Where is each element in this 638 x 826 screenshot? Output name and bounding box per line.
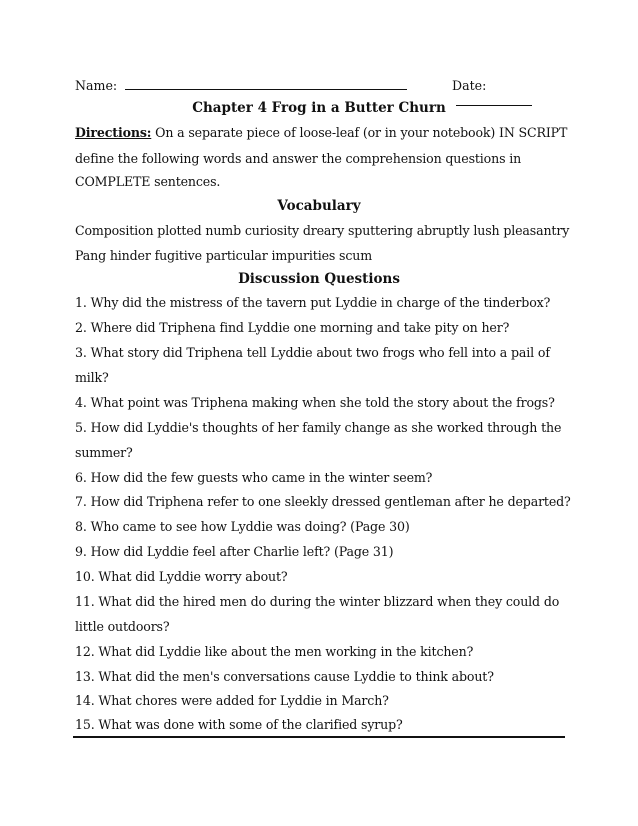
vocabulary-line-2: Pang hinder fugitive particular impurities scum — [75, 248, 373, 263]
question-line: 4. What point was Triphena making when she told the story about the frogs? — [75, 395, 555, 410]
vocabulary-line-1: Composition plotted numb curiosity dreary sputtering abruptly lush pleasantry — [75, 223, 570, 238]
question-line: 13. What did the men's conversations cause Lyddie to think about? — [75, 669, 494, 684]
bottom-rule — [73, 736, 565, 738]
header-row — [75, 78, 565, 94]
question-line: 12. What did Lyddie like about the men working in the kitchen? — [75, 644, 474, 659]
question-line: 14. What chores were added for Lyddie in March? — [75, 693, 389, 708]
question-line: little outdoors? — [75, 619, 170, 634]
vocabulary-heading: Vocabulary — [277, 198, 361, 214]
question-line: 15. What was done with some of the clarified syrup? — [75, 717, 403, 732]
question-line: 3. What story did Triphena tell Lyddie about two frogs who fell into a pail of — [75, 345, 550, 360]
question-line: milk? — [75, 370, 109, 385]
question-line: 9. How did Lyddie feel after Charlie left? (Page 31) — [75, 544, 394, 559]
directions-line-2: define the following words and answer the comprehension questions in — [75, 151, 522, 166]
question-line: 7. How did Triphena refer to one sleekly dressed gentleman after he departed? — [75, 494, 571, 509]
question-line: 2. Where did Triphena find Lyddie one morning and take pity on her? — [75, 320, 510, 335]
chapter-title: Chapter 4 Frog in a Butter Churn — [192, 100, 446, 116]
discussion-heading: Discussion Questions — [238, 271, 400, 287]
question-line: 11. What did the hired men do during the winter blizzard when they could do — [75, 594, 560, 609]
question-line: 10. What did Lyddie worry about? — [75, 569, 288, 584]
directions-line-1 — [75, 125, 567, 141]
question-line: 6. How did the few guests who came in the winter seem? — [75, 470, 433, 485]
directions-text-1: On a separate piece of loose-leaf (or in your notebook) IN SCRIPT — [155, 125, 568, 140]
date-label: Date: — [452, 78, 487, 93]
question-line: 1. Why did the mistress of the tavern put Lyddie in charge of the tinderbox? — [75, 295, 551, 310]
name-blank — [125, 78, 407, 90]
question-line: summer? — [75, 445, 133, 460]
name-label: Name: — [75, 78, 118, 93]
directions-line-3: COMPLETE sentences. — [75, 174, 221, 189]
directions-label: Directions: — [75, 125, 152, 140]
question-line: 8. Who came to see how Lyddie was doing? (Page 30) — [75, 519, 410, 534]
question-line: 5. How did Lyddie's thoughts of her family change as she worked through the — [75, 420, 562, 435]
